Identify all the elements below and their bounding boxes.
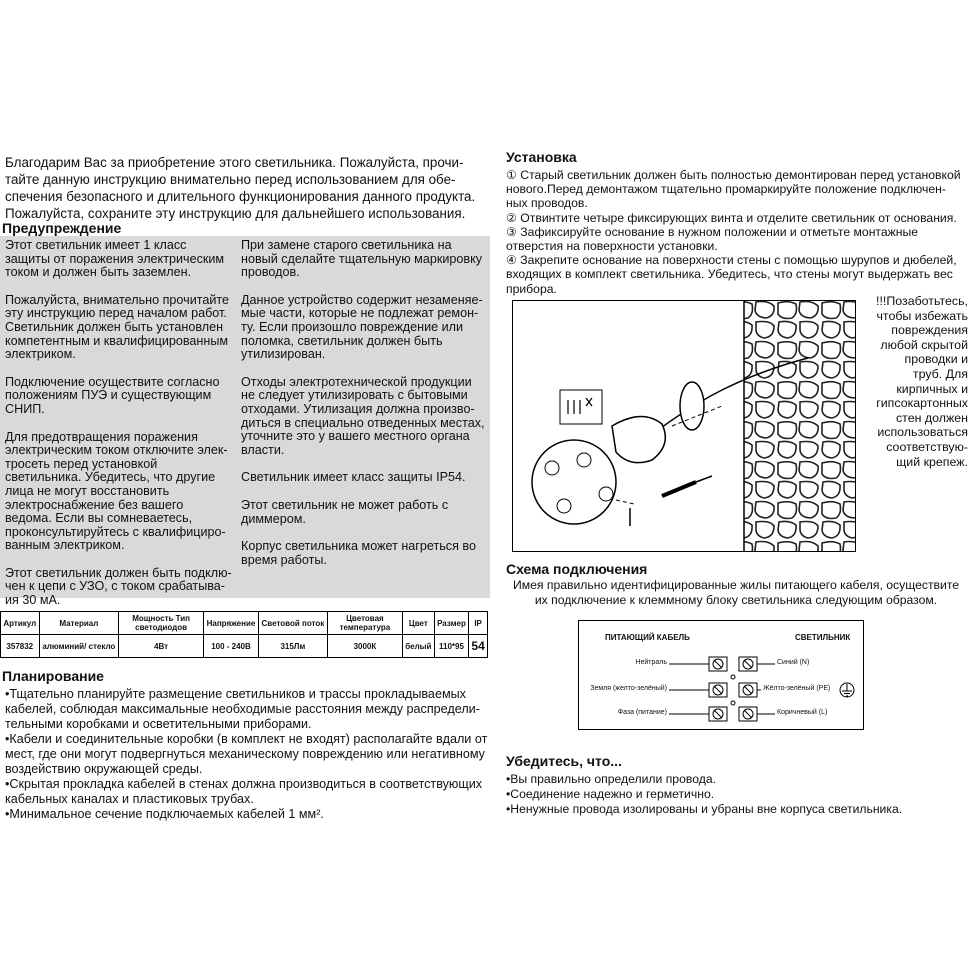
list-item: •Кабели и соединительные коробки (в комплект не входят) располагайте вдали от мест, где они могут подвергнуться механическому повреждению или негативному воздействию окружающей среды. <box>5 732 488 776</box>
warning-paragraph: Корпус светильника может нагреться во время работы. <box>241 539 476 567</box>
warning-paragraph: Отходы электротехнической продукции не следует утилизировать с бытовыми отходами. Утилизация должна произво-диться в специально отведенных местах, уточните это у вашего местного органа власти. <box>241 374 485 457</box>
warning-paragraph: Этот светильник не может работь с диммером. <box>241 497 449 526</box>
terminal-block <box>579 621 863 729</box>
lamp-mount <box>612 416 665 462</box>
wiring-left-label: Фаза (питание) <box>617 709 667 716</box>
table-header-cell: Цветовая температура <box>327 612 402 635</box>
wiring-right-label: Синий (N) <box>777 659 810 666</box>
lamp-sphere <box>532 440 616 524</box>
wiring-right-label: Коричневый (L) <box>777 709 828 716</box>
installation-illustration <box>512 300 856 552</box>
table-header-cell: Напряжение <box>204 612 259 635</box>
table-header-cell: Световой поток <box>258 612 327 635</box>
intro-line: Пожалуйста, сохраните эту инструкцию для дальнейшего использования. <box>5 206 466 221</box>
list-item: •Тщательно планируйте размещение светильников и трассы прокладываемых кабелей, соблюдая максимальные необходимые расстояния между распредели-тельными коробками и осветительными приборами. <box>5 687 480 731</box>
table-header-cell: Артикул <box>1 612 40 635</box>
warning-paragraph: Пожалуйста, внимательно прочитайте эту инструкцию перед началом работ. Светильник должен быть установлен компетентным и квалифицированным электриком. <box>5 292 230 362</box>
installation-note: !!!Позаботьтесь, чтобы избежать повреждения любой скрытой проводки и труб. Для кирпичных и гипсокартонных стен должен использоваться соответствую-щий крепеж. <box>876 294 968 469</box>
warning-paragraph: Светильник имеет класс защиты IP54. <box>241 470 466 485</box>
list-item: •Скрытая прокладка кабелей в стенах должна производиться в соответствующих кабельных каналах и пластиковых трубах. <box>5 777 483 806</box>
installation-steps <box>506 168 966 296</box>
warning-paragraph: Этот светильник должен быть подклю-чен к цепи с УЗО, с током срабатыва-ия 30 мА. <box>5 565 232 608</box>
table-header-cell: Материал <box>39 612 119 635</box>
installation-step: ④ Закрепите основание на поверхности стены с помощью шурупов и дюбелей, входящих в комплект светильника. Убедитесь, что стены могут выдержать вес прибора. <box>506 253 957 296</box>
table-cell: 100 - 240В <box>204 635 259 658</box>
intro-line: тайте данную инструкцию внимательно перед использованием для обе- <box>5 172 456 187</box>
table-header-row <box>1 612 488 635</box>
wiring-diagram <box>578 620 864 730</box>
table-cell: 3000К <box>327 635 402 658</box>
warning-paragraph: При замене старого светильника на новый сделайте тщательную маркировку проводов. <box>241 238 483 280</box>
stone-wall <box>744 301 855 551</box>
planning-list <box>5 687 490 822</box>
table-header-cell: IP <box>469 612 488 635</box>
table-row <box>1 635 488 658</box>
intro-line: спечения безопасного и длительного функционирования данного продукта. <box>5 189 476 204</box>
list-item: •Минимальное сечение подключаемых кабелей 1 мм². <box>5 807 324 821</box>
intro-line: Благодарим Вас за приобретение этого светильника. Пожалуйста, прочи- <box>5 155 464 170</box>
warning-paragraph: Данное устройство содержит незаменяе-мые части, которые не подлежат ремон-ту. Если произошло повреждение или поломка, светильник должен быть утилизирован. <box>241 292 483 362</box>
warning-paragraph: Подключение осуществите согласно положениям ПУЭ и существующим СНИП. <box>5 374 220 416</box>
table-cell: 4Вт <box>119 635 204 658</box>
planning-title: Планирование <box>2 668 104 684</box>
table-header-cell: Мощность Тип светодиодов <box>119 612 204 635</box>
wiring-left-header: ПИТАЮЩИЙ КАБЕЛЬ <box>605 633 690 642</box>
table-cell: 315Лм <box>258 635 327 658</box>
warning-title: Предупреждение <box>2 220 122 236</box>
table-cell: алюминий/ стекло <box>39 635 119 658</box>
installation-step: ② Отвинтите четыре фиксирующих винта и отделите светильник от основания. <box>506 210 957 225</box>
list-item: •Ненужные провода изолированы и убраны вне корпуса светильника. <box>506 802 903 816</box>
list-item: •Вы правильно определили провода. <box>506 772 716 786</box>
junction-box <box>560 390 602 424</box>
wiring-left-label: Нейтраль <box>635 659 667 666</box>
installation-step: ③ Зафиксируйте основание в нужном положении и отметьте монтажные отверстия на поверхности установки. <box>506 224 919 254</box>
table-header-cell: Размер <box>434 612 468 635</box>
warning-box <box>0 236 490 608</box>
warning-right-column <box>241 239 485 581</box>
scheme-title: Схема подключения <box>506 561 648 577</box>
installation-step: ① Старый светильник должен быть полностью демонтирован перед установкой нового.Перед демонтажом тщательно промаркируйте положение подключен-ных проводов. <box>506 168 961 211</box>
wiring-right-header: СВЕТИЛЬНИК <box>795 633 851 642</box>
warning-paragraph: Этот светильник имеет 1 класс защиты от поражения электрическим током и должен быть заземлен. <box>5 238 225 280</box>
table-cell: 110*95 <box>434 635 468 658</box>
table-cell: белый <box>402 635 434 658</box>
table-cell: 54 <box>469 635 488 658</box>
wiring-right-label: Жёлто-зелёный (PE) <box>763 685 831 692</box>
check-list <box>506 772 966 817</box>
list-item: •Соединение надежно и герметично. <box>506 787 715 801</box>
table-cell: 357832 <box>1 635 40 658</box>
spec-table <box>0 611 488 658</box>
warning-left-column <box>5 239 233 622</box>
wiring-left-label: Земля (желто-зелёный) <box>590 685 667 692</box>
installation-title: Установка <box>506 149 577 165</box>
table-header-cell: Цвет <box>402 612 434 635</box>
check-title: Убедитесь, что... <box>506 753 622 769</box>
intro-text <box>5 154 490 222</box>
scheme-text: Имея правильно идентифицированные жилы питающего кабеля, осуществите их подключение к клеммному блоку светильника следующим образом. <box>512 578 960 607</box>
warning-paragraph: Для предотвращения поражения электрическим током отключите элек-тросеть перед установкой светильника. Убедитесь, что другие лица не могут восстановить электроснабжение без вашего ведома. Если вы сомневаетесь, проконсультируйтесь с квалифициро-ванным электриком. <box>5 429 228 553</box>
base-plate <box>680 382 704 430</box>
